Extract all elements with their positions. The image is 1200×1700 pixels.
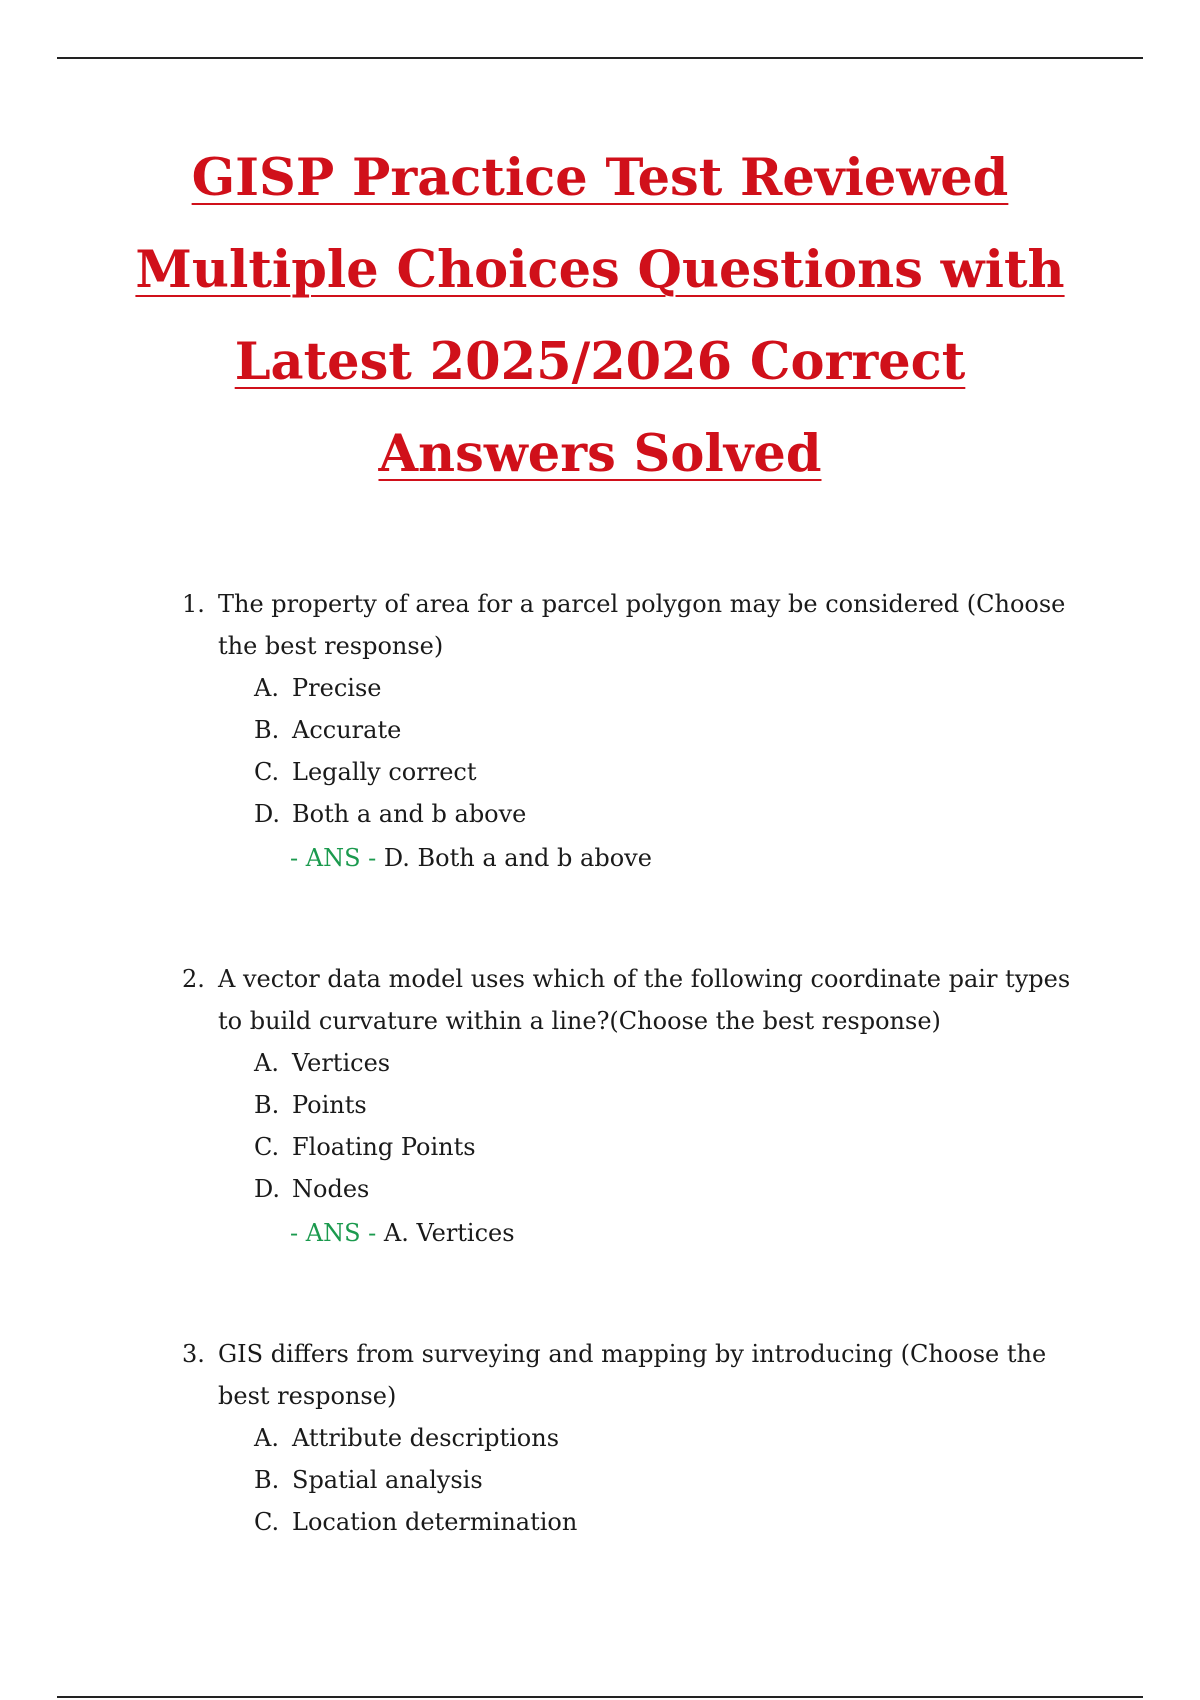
title-line-4: Answers Solved	[378, 424, 822, 484]
option-b	[182, 1084, 1082, 1126]
option-letter: D.	[254, 800, 281, 828]
title-line-3: Latest 2025/2026 Correct	[234, 332, 966, 392]
question-2	[182, 958, 1082, 1254]
option-text: Precise	[292, 674, 382, 702]
bottom-rule	[57, 1696, 1143, 1698]
option-a	[182, 667, 1082, 709]
question-1	[182, 583, 1082, 879]
option-list	[182, 1042, 1082, 1210]
option-letter: B.	[254, 1466, 280, 1494]
option-text: Spatial analysis	[292, 1466, 483, 1494]
title-line-1: GISP Practice Test Reviewed	[191, 148, 1009, 208]
option-text: Floating Points	[292, 1133, 476, 1161]
answer-line	[182, 1212, 1082, 1254]
title-line-2: Multiple Choices Questions with	[135, 240, 1065, 300]
option-b	[182, 1459, 1082, 1501]
option-text: Attribute descriptions	[292, 1424, 560, 1452]
question-number: 1.	[182, 590, 205, 618]
option-text: Vertices	[292, 1049, 391, 1077]
question-3	[182, 1333, 1082, 1543]
option-letter: A.	[254, 674, 279, 702]
option-a	[182, 1042, 1082, 1084]
option-text: Accurate	[292, 716, 402, 744]
option-text: Both a and b above	[292, 800, 527, 828]
option-list	[182, 667, 1082, 835]
answer-prefix: - ANS -	[290, 844, 377, 872]
option-letter: A.	[254, 1424, 279, 1452]
option-text: Legally correct	[292, 758, 477, 786]
option-letter: A.	[254, 1049, 279, 1077]
option-letter: C.	[254, 1508, 280, 1536]
option-letter: D.	[254, 1175, 281, 1203]
answer-prefix: - ANS -	[290, 1219, 377, 1247]
question-text: The property of area for a parcel polygon may be considered (Choose the best response)	[218, 590, 1066, 660]
option-letter: B.	[254, 716, 280, 744]
option-list	[182, 1417, 1082, 1543]
option-d	[182, 1168, 1082, 1210]
answer-text: D. Both a and b above	[383, 844, 652, 872]
option-letter: C.	[254, 1133, 280, 1161]
option-b	[182, 709, 1082, 751]
option-c	[182, 1126, 1082, 1168]
option-text: Nodes	[292, 1175, 370, 1203]
option-letter: C.	[254, 758, 280, 786]
question-text: GIS differs from surveying and mapping by introducing (Choose the best response)	[218, 1340, 1047, 1410]
option-d	[182, 793, 1082, 835]
top-rule	[57, 57, 1143, 59]
option-text: Location determination	[292, 1508, 578, 1536]
question-text: A vector data model uses which of the following coordinate pair types to build curvature within a line?(Choose the best response)	[218, 965, 1071, 1035]
option-c	[182, 1501, 1082, 1543]
question-number: 3.	[182, 1340, 205, 1368]
answer-line	[182, 837, 1082, 879]
document-title	[0, 132, 1200, 500]
option-text: Points	[292, 1091, 367, 1119]
question-number: 2.	[182, 965, 205, 993]
option-a	[182, 1417, 1082, 1459]
option-c	[182, 751, 1082, 793]
answer-text: A. Vertices	[383, 1219, 515, 1247]
option-letter: B.	[254, 1091, 280, 1119]
